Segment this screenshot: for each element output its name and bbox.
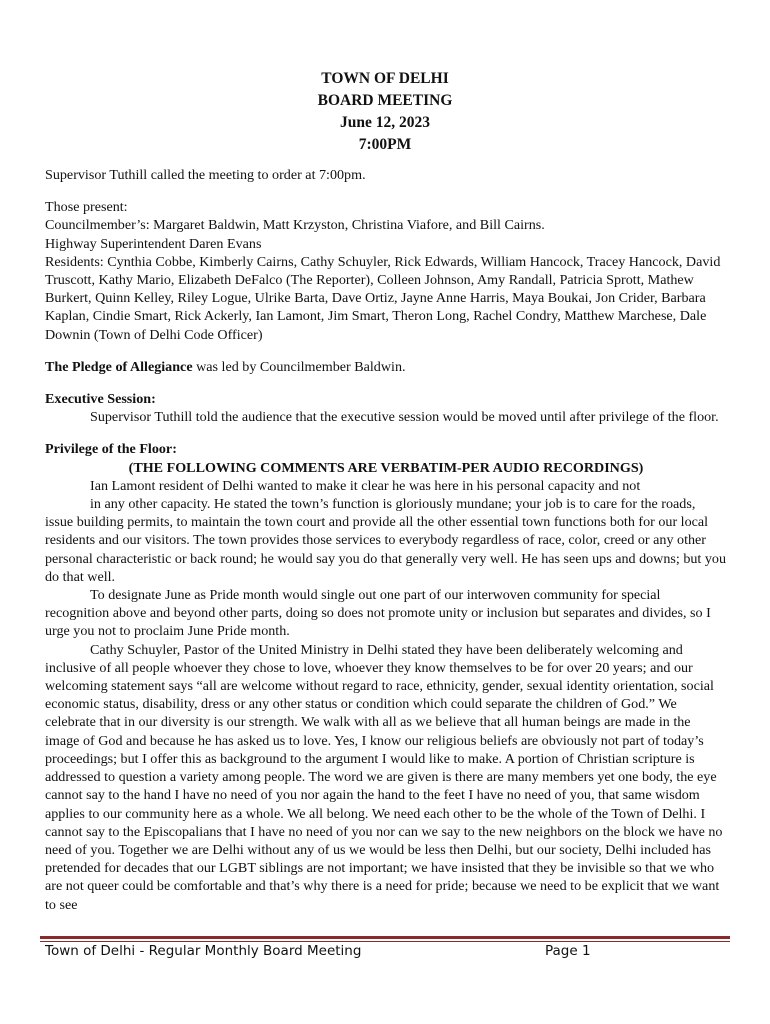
- footer-title: Town of Delhi - Regular Monthly Board Meeting: [45, 943, 362, 959]
- privilege-heading: Privilege of the Floor:: [45, 441, 177, 458]
- present-residents: Residents: Cynthia Cobbe, Kimberly Cairns, Cathy Schuyler, Rick Edwards, William Hancock, Tracey Hancock, David Truscott, Kathy Mario, Elizabeth DeFalco (The Reporter), Colleen Johnson, Amy Randall, Patricia Sprott, Mathew Burkert, Quinn Kelley, Riley Logue, Ulrike Barta, Dave Ortiz, Jayne Anne Harris, Maya Boukai, Jon Crider, Barbara Kaplan, Cindie Smart, Rick Ackerly, Ian Lamont, Jim Smart, Theron Long, Rachel Condry, Matthew Marchese, Dale Downin (Town of Delhi Code Officer): [45, 253, 721, 343]
- present-council: Councilmember’s: Margaret Baldwin, Matt Krzyston, Christina Viafore, and Bill Cairns.: [45, 217, 545, 234]
- pledge-bold: The Pledge of Allegiance: [45, 358, 193, 375]
- present-heading: Those present:: [45, 199, 128, 216]
- pledge-rest: was led by Councilmember Baldwin.: [192, 358, 406, 375]
- executive-text: Supervisor Tuthill told the audience that the executive session would be moved until after privilege of the floor.: [90, 409, 719, 426]
- executive-heading: Executive Session:: [45, 391, 156, 408]
- footer-page-number: Page 1: [545, 943, 591, 959]
- page-footer: [45, 943, 735, 963]
- document-header: [0, 68, 770, 156]
- cathy-paragraph: Cathy Schuyler, Pastor of the United Ministry in Delhi stated they have been deliberately welcoming and inclusive of all people whoever they chose to love, whoever they know themselves to be for over 20 years; and our welcoming statement says “all are welcome without regard to race, ethnicity, gender, sexual identity orientation, social economic status, disability, dress or any other status or condition which could separate the children of God.” We celebrate that in our diversity is our strength. We walk with all as we believe that all human beings are made in the image of God and because he has asked us to love. Yes, I know our religious beliefs are obviously not part of today’s proceedings; but I offer this as background to the argument I would like to make. A portion of Christian scripture is addressed to question a variety among people. The word we are given is there are many members yet one body, the eye cannot say to the hand I have no need of you nor again the hand to the feet I have no need of you, that same wisdom applies to our community here as a whole. We all belong. We need each other to be the whole of the Town of Delhi. I cannot say to the Episcopalians that I have no need of you nor can we say to the new neighbors on the block we have no need of you. Together we are Delhi without any of us we would be less then Delhi, but our society, Delhi included has pretended for decades that our LGBT siblings are not important; we have insisted that they be invisible so that we who are not queer could be comfortable and that’s why there is a need for pride; because we need to be explicit that we want to see: [45, 641, 723, 913]
- present-highway: Highway Superintendent Daren Evans: [45, 235, 262, 252]
- call-to-order: Supervisor Tuthill called the meeting to order at 7:00pm.: [45, 167, 366, 183]
- header-date: June 12, 2023: [340, 114, 430, 131]
- header-time: 7:00PM: [358, 136, 412, 153]
- footer-rule-thin: [40, 941, 730, 942]
- pride-paragraph: To designate June as Pride month would single out one part of our interwoven community for special recognition above and beyond other parts, doing so does not promote unity or inclusion but separates and divides, so I urge you not to proclaim June Pride month.: [45, 587, 711, 640]
- privilege-subheading: (THE FOLLOWING COMMENTS ARE VERBATIM-PER AUDIO RECORDINGS): [128, 459, 644, 476]
- header-town: TOWN OF DELHI: [321, 70, 449, 87]
- ian-paragraph: in any other capacity. He stated the town’s function is gloriously mundane; your job is to care for the roads, issue building permits, to maintain the town court and provide all the other essential town functions both for our local residents and our visitors. The town provides those services to everybody regardless of race, color, creed or any other personal characteristic or back round; he would say you do that generally very well. He has seen ups and downs; but you do that well.: [45, 496, 727, 585]
- header-meeting: BOARD MEETING: [317, 92, 453, 109]
- document-body: [45, 166, 727, 914]
- footer-rule-thick: [40, 936, 730, 939]
- ian-line1: Ian Lamont resident of Delhi wanted to make it clear he was here in his personal capacity and not: [90, 477, 641, 494]
- pledge-paragraph: [45, 358, 727, 376]
